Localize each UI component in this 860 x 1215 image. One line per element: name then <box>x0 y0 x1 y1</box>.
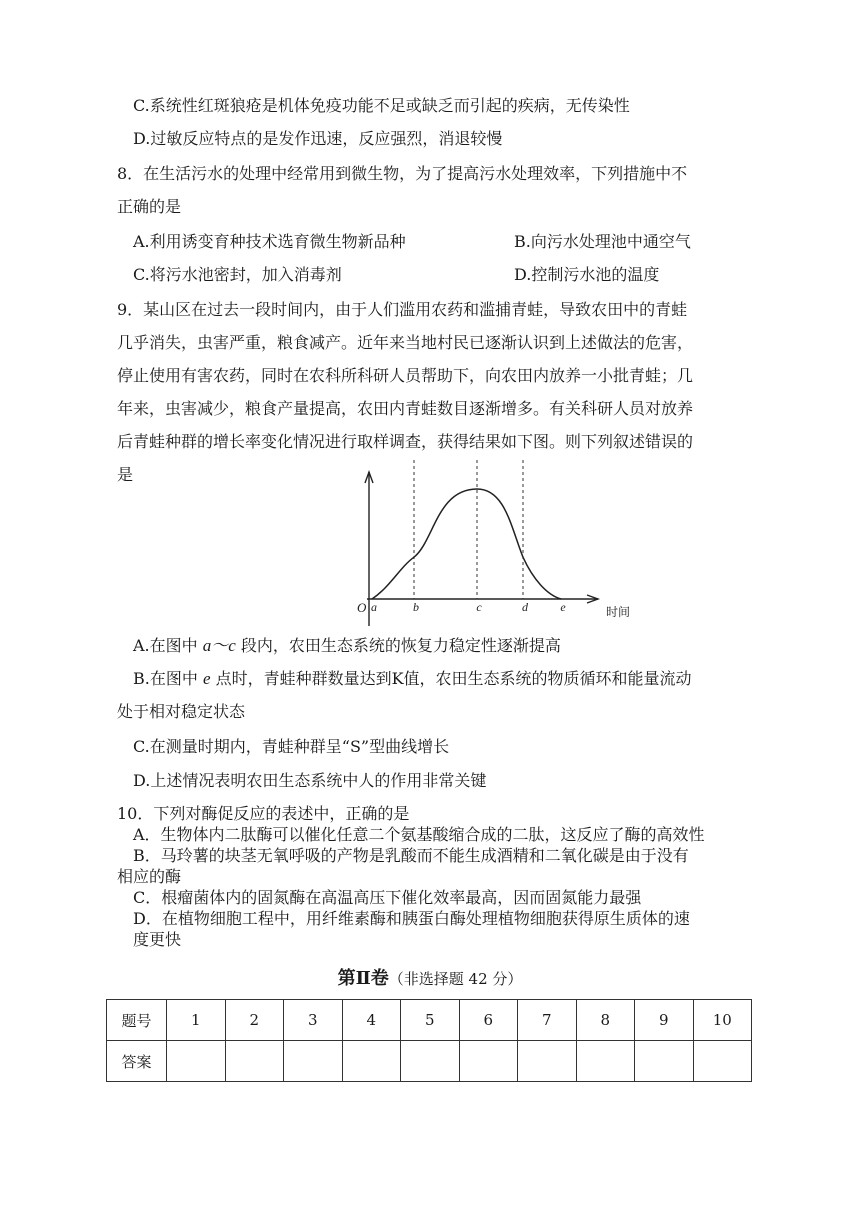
answer-cell[interactable] <box>693 1041 752 1082</box>
q10-option-a: A．生物体内二肽酶可以催化任意二个氨基酸缩合成的二肽，这反应了酶的高效性 <box>133 825 705 844</box>
question-number-cell: 9 <box>635 1000 694 1041</box>
q10-option-d-line2: 度更快 <box>133 930 182 949</box>
question-number-cell: 8 <box>576 1000 635 1041</box>
question-number-cell: 7 <box>518 1000 577 1041</box>
growth-rate-chart <box>330 455 650 635</box>
answer-table <box>106 999 752 1082</box>
answer-cell[interactable] <box>576 1041 635 1082</box>
answer-cell[interactable] <box>635 1041 694 1082</box>
q9-stem-line5: 后青蛙种群的增长率变化情况进行取样调查，获得结果如下图。则下列叙述错误的 <box>117 432 694 451</box>
question-number-cell: 6 <box>459 1000 518 1041</box>
question-number-cell: 1 <box>167 1000 226 1041</box>
q9-stem-line2: 几乎消失，虫害严重，粮食减产。近年来当地村民已逐渐认识到上述做法的危害， <box>117 333 694 352</box>
q9-option-b-var: e <box>202 669 211 688</box>
answer-cell[interactable] <box>342 1041 401 1082</box>
answer-header: 答案 <box>107 1041 167 1082</box>
question-number-header: 题号 <box>107 1000 167 1041</box>
q9-option-c: C.在测量时期内，青蛙种群呈“S”型曲线增长 <box>133 737 450 756</box>
answer-cell[interactable] <box>401 1041 460 1082</box>
question-number-cell: 4 <box>342 1000 401 1041</box>
answer-cell[interactable] <box>167 1041 226 1082</box>
answer-cell[interactable] <box>225 1041 284 1082</box>
q8-option-c: C.将污水池密封，加入消毒剂 <box>133 265 342 284</box>
q9-stem-line6: 是 <box>117 465 134 484</box>
q8-option-b: B.向污水处理池中通空气 <box>514 232 691 251</box>
x-tick-label-c: c <box>476 600 482 614</box>
q8-stem-line1: 8．在生活污水的处理中经常用到微生物，为了提高污水处理效率，下列措施中不 <box>117 164 688 183</box>
answer-cell[interactable] <box>284 1041 343 1082</box>
answer-cell[interactable] <box>459 1041 518 1082</box>
q9-option-a <box>133 636 561 656</box>
q7-option-c: C.系统性红斑狼疮是机体免疫功能不足或缺乏而引起的疾病，无传染性 <box>133 96 630 115</box>
q9-stem-line1: 9．某山区在过去一段时间内，由于人们滥用农药和滥捕青蛙，导致农田中的青蛙 <box>117 300 688 319</box>
growth-rate-curve <box>372 489 561 599</box>
q9-option-a-text: 段内，农田生态系统的恢复力稳定性逐渐提高 <box>235 636 561 655</box>
q7-option-d: D.过敏反应特点的是发作迅速，反应强烈，消退较慢 <box>133 129 503 148</box>
q9-stem-line4: 年来，虫害减少，粮食产量提高，农田内青蛙数目逐渐增多。有关科研人员对放养 <box>117 399 694 418</box>
part2-title: 第Ⅱ卷 <box>337 968 389 989</box>
x-axis-label: 时间 <box>606 605 631 619</box>
part2-heading <box>0 964 860 990</box>
curve-point-b <box>413 557 414 558</box>
q10-option-b-line1: B．马玲薯的块茎无氧呼吸的产物是乳酸而不能生成酒精和二氧化碳是由于没有 <box>133 846 689 865</box>
answer-table-answer-row <box>107 1041 752 1082</box>
q10-stem: 10．下列对酶促反应的表述中，正确的是 <box>117 804 410 823</box>
x-tick-label-e: e <box>560 600 566 614</box>
q9-option-a-prefix: A.在图中 <box>133 636 203 655</box>
x-tick-label-d: d <box>522 600 528 614</box>
question-number-cell: 2 <box>225 1000 284 1041</box>
q10-option-c: C．根瘤菌体内的固氮酶在高温高压下催化效率最高，因而固氮能力最强 <box>133 888 642 907</box>
curve-point-d <box>522 557 523 558</box>
question-number-cell: 10 <box>693 1000 752 1041</box>
question-number-cell: 5 <box>401 1000 460 1041</box>
q10-option-b-line2: 相应的酶 <box>117 867 182 886</box>
curve-point-c <box>476 488 477 489</box>
q9-option-b-text: 点时，青蛙种群数量达到K值，农田生态系统的物质循环和能量流动 <box>210 669 692 688</box>
q9-option-a-var: a～c <box>202 636 236 655</box>
answer-table-number-row <box>107 1000 752 1041</box>
q8-stem-line2: 正确的是 <box>117 197 182 216</box>
q8-option-a: A.利用诱变育种技术选育微生物新品种 <box>133 232 406 251</box>
q9-stem-line3: 停止使用有害农药，同时在农科所科研人员帮助下，向农田内放养一小批青蛙；几 <box>117 366 694 385</box>
origin-label: O <box>357 600 367 615</box>
q8-option-d: D.控制污水池的温度 <box>514 265 660 284</box>
q9-option-b <box>133 669 692 689</box>
q10-option-d-line1: D．在植物细胞工程中，用纤维素酶和胰蛋白酶处理植物细胞获得原生质体的速 <box>133 909 690 928</box>
q9-option-b-prefix: B.在图中 <box>133 669 203 688</box>
answer-cell[interactable] <box>518 1041 577 1082</box>
x-tick-label-a: a <box>371 600 377 614</box>
curve-point-e <box>560 598 561 599</box>
curve-point-a <box>371 598 372 599</box>
q9-option-d: D.上述情况表明农田生态系统中人的作用非常关键 <box>133 771 487 790</box>
question-number-cell: 3 <box>284 1000 343 1041</box>
q9-option-b-line2: 处于相对稳定状态 <box>117 702 246 721</box>
part2-subtitle: （非选择题 42 分） <box>388 970 523 988</box>
x-tick-label-b: b <box>413 600 419 614</box>
